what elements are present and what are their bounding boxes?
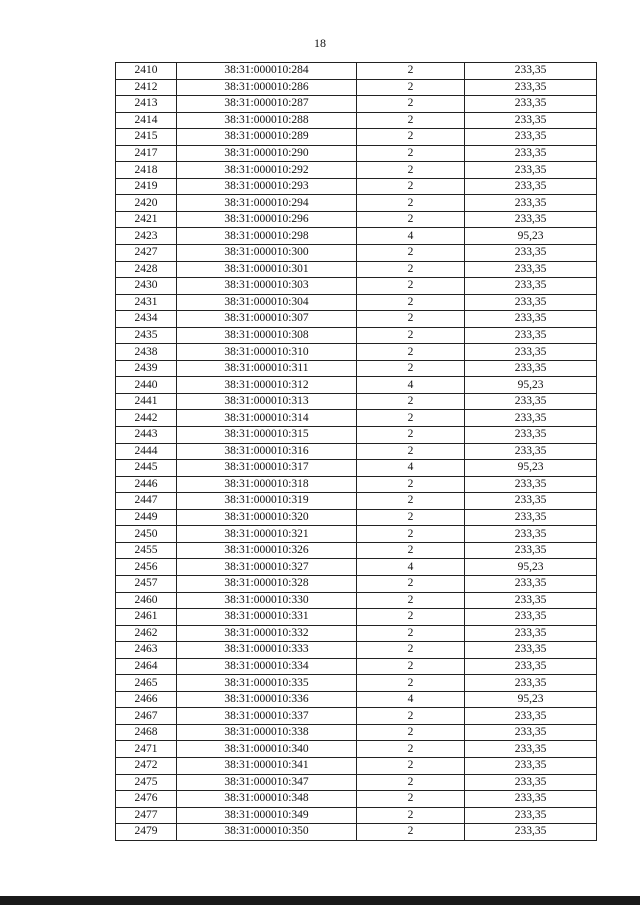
quantity-cell: 2 [357, 327, 465, 344]
cadastral-number-cell: 38:31:000010:286 [177, 79, 357, 96]
cadastral-number-cell: 38:31:000010:287 [177, 96, 357, 113]
value-cell: 233,35 [465, 642, 597, 659]
quantity-cell: 2 [357, 294, 465, 311]
row-number-cell: 2476 [116, 791, 177, 808]
value-cell: 233,35 [465, 791, 597, 808]
value-cell: 233,35 [465, 145, 597, 162]
quantity-cell: 2 [357, 410, 465, 427]
row-number-cell: 2428 [116, 261, 177, 278]
table-row [116, 112, 597, 129]
row-number-cell: 2439 [116, 360, 177, 377]
cadastral-number-cell: 38:31:000010:333 [177, 642, 357, 659]
value-cell: 233,35 [465, 824, 597, 841]
row-number-cell: 2456 [116, 559, 177, 576]
quantity-cell: 2 [357, 757, 465, 774]
table-row [116, 228, 597, 245]
row-number-cell: 2450 [116, 526, 177, 543]
value-cell: 233,35 [465, 741, 597, 758]
value-cell: 233,35 [465, 245, 597, 262]
cadastral-number-cell: 38:31:000010:321 [177, 526, 357, 543]
quantity-cell: 2 [357, 675, 465, 692]
table-row [116, 509, 597, 526]
value-cell: 233,35 [465, 476, 597, 493]
cadastral-number-cell: 38:31:000010:316 [177, 443, 357, 460]
table-row [116, 377, 597, 394]
quantity-cell: 2 [357, 145, 465, 162]
cadastral-number-cell: 38:31:000010:292 [177, 162, 357, 179]
table-row [116, 344, 597, 361]
quantity-cell: 2 [357, 658, 465, 675]
row-number-cell: 2442 [116, 410, 177, 427]
quantity-cell: 2 [357, 278, 465, 295]
cadastral-number-cell: 38:31:000010:307 [177, 311, 357, 328]
value-cell: 233,35 [465, 724, 597, 741]
row-number-cell: 2410 [116, 63, 177, 80]
table-row [116, 162, 597, 179]
table-row [116, 691, 597, 708]
table-row [116, 79, 597, 96]
table-row [116, 195, 597, 212]
value-cell: 233,35 [465, 807, 597, 824]
quantity-cell: 2 [357, 96, 465, 113]
page-number: 18 [314, 36, 326, 50]
value-cell: 233,35 [465, 112, 597, 129]
cadastral-number-cell: 38:31:000010:294 [177, 195, 357, 212]
cadastral-number-cell: 38:31:000010:313 [177, 393, 357, 410]
quantity-cell: 2 [357, 526, 465, 543]
table-row [116, 427, 597, 444]
cadastral-number-cell: 38:31:000010:327 [177, 559, 357, 576]
quantity-cell: 4 [357, 377, 465, 394]
row-number-cell: 2462 [116, 625, 177, 642]
value-cell: 233,35 [465, 493, 597, 510]
value-cell: 233,35 [465, 162, 597, 179]
row-number-cell: 2460 [116, 592, 177, 609]
cadastral-number-cell: 38:31:000010:347 [177, 774, 357, 791]
table-row [116, 278, 597, 295]
value-cell: 233,35 [465, 195, 597, 212]
row-number-cell: 2427 [116, 245, 177, 262]
value-cell: 233,35 [465, 774, 597, 791]
table-row [116, 178, 597, 195]
quantity-cell: 2 [357, 443, 465, 460]
cadastral-number-cell: 38:31:000010:317 [177, 460, 357, 477]
quantity-cell: 2 [357, 211, 465, 228]
row-number-cell: 2443 [116, 427, 177, 444]
value-cell: 233,35 [465, 427, 597, 444]
table-row [116, 96, 597, 113]
value-cell: 233,35 [465, 327, 597, 344]
table-row [116, 675, 597, 692]
row-number-cell: 2463 [116, 642, 177, 659]
row-number-cell: 2441 [116, 393, 177, 410]
quantity-cell: 2 [357, 344, 465, 361]
table-row [116, 443, 597, 460]
row-number-cell: 2479 [116, 824, 177, 841]
value-cell: 233,35 [465, 344, 597, 361]
row-number-cell: 2444 [116, 443, 177, 460]
value-cell: 233,35 [465, 79, 597, 96]
table-row [116, 575, 597, 592]
row-number-cell: 2435 [116, 327, 177, 344]
quantity-cell: 4 [357, 228, 465, 245]
cadastral-number-cell: 38:31:000010:318 [177, 476, 357, 493]
value-cell: 233,35 [465, 129, 597, 146]
table-row [116, 757, 597, 774]
value-cell: 233,35 [465, 609, 597, 626]
quantity-cell: 2 [357, 741, 465, 758]
value-cell: 233,35 [465, 658, 597, 675]
quantity-cell: 4 [357, 460, 465, 477]
row-number-cell: 2438 [116, 344, 177, 361]
row-number-cell: 2465 [116, 675, 177, 692]
quantity-cell: 2 [357, 824, 465, 841]
quantity-cell: 2 [357, 261, 465, 278]
quantity-cell: 2 [357, 791, 465, 808]
cadastral-number-cell: 38:31:000010:298 [177, 228, 357, 245]
cadastral-number-cell: 38:31:000010:288 [177, 112, 357, 129]
table-row [116, 493, 597, 510]
quantity-cell: 2 [357, 129, 465, 146]
row-number-cell: 2431 [116, 294, 177, 311]
table-row [116, 774, 597, 791]
table-row [116, 642, 597, 659]
table-row [116, 609, 597, 626]
table-row [116, 327, 597, 344]
quantity-cell: 2 [357, 360, 465, 377]
row-number-cell: 2468 [116, 724, 177, 741]
row-number-cell: 2415 [116, 129, 177, 146]
row-number-cell: 2455 [116, 542, 177, 559]
value-cell: 233,35 [465, 178, 597, 195]
value-cell: 233,35 [465, 509, 597, 526]
quantity-cell: 2 [357, 63, 465, 80]
quantity-cell: 2 [357, 509, 465, 526]
table-row [116, 625, 597, 642]
table-row [116, 460, 597, 477]
scan-edge-bar [0, 896, 640, 905]
value-cell: 233,35 [465, 211, 597, 228]
cadastral-number-cell: 38:31:000010:350 [177, 824, 357, 841]
value-cell: 233,35 [465, 625, 597, 642]
row-number-cell: 2413 [116, 96, 177, 113]
cadastral-number-cell: 38:31:000010:335 [177, 675, 357, 692]
value-cell: 95,23 [465, 377, 597, 394]
cadastral-number-cell: 38:31:000010:326 [177, 542, 357, 559]
cadastral-number-cell: 38:31:000010:310 [177, 344, 357, 361]
value-cell: 233,35 [465, 96, 597, 113]
row-number-cell: 2412 [116, 79, 177, 96]
cadastral-number-cell: 38:31:000010:336 [177, 691, 357, 708]
table-row [116, 311, 597, 328]
value-cell: 233,35 [465, 410, 597, 427]
row-number-cell: 2446 [116, 476, 177, 493]
row-number-cell: 2457 [116, 575, 177, 592]
quantity-cell: 4 [357, 559, 465, 576]
table-row [116, 824, 597, 841]
value-cell: 233,35 [465, 675, 597, 692]
quantity-cell: 2 [357, 311, 465, 328]
row-number-cell: 2414 [116, 112, 177, 129]
table-row [116, 807, 597, 824]
row-number-cell: 2472 [116, 757, 177, 774]
value-cell: 233,35 [465, 542, 597, 559]
table-row [116, 542, 597, 559]
cadastral-number-cell: 38:31:000010:341 [177, 757, 357, 774]
value-cell: 233,35 [465, 708, 597, 725]
row-number-cell: 2430 [116, 278, 177, 295]
row-number-cell: 2423 [116, 228, 177, 245]
row-number-cell: 2440 [116, 377, 177, 394]
cadastral-number-cell: 38:31:000010:301 [177, 261, 357, 278]
table-row [116, 145, 597, 162]
cadastral-number-cell: 38:31:000010:348 [177, 791, 357, 808]
row-number-cell: 2475 [116, 774, 177, 791]
value-cell: 233,35 [465, 294, 597, 311]
cadastral-number-cell: 38:31:000010:304 [177, 294, 357, 311]
value-cell: 233,35 [465, 311, 597, 328]
cadastral-number-cell: 38:31:000010:332 [177, 625, 357, 642]
cadastral-number-cell: 38:31:000010:293 [177, 178, 357, 195]
value-cell: 233,35 [465, 261, 597, 278]
cadastral-number-cell: 38:31:000010:300 [177, 245, 357, 262]
table-row [116, 791, 597, 808]
table-row [116, 708, 597, 725]
table-row [116, 393, 597, 410]
table-row [116, 741, 597, 758]
value-cell: 95,23 [465, 228, 597, 245]
table-row [116, 63, 597, 80]
quantity-cell: 4 [357, 691, 465, 708]
row-number-cell: 2449 [116, 509, 177, 526]
cadastral-number-cell: 38:31:000010:284 [177, 63, 357, 80]
table-row [116, 129, 597, 146]
quantity-cell: 2 [357, 575, 465, 592]
cadastral-number-cell: 38:31:000010:330 [177, 592, 357, 609]
cadastral-number-cell: 38:31:000010:308 [177, 327, 357, 344]
row-number-cell: 2477 [116, 807, 177, 824]
table-row [116, 245, 597, 262]
value-cell: 233,35 [465, 63, 597, 80]
table-row [116, 476, 597, 493]
value-cell: 95,23 [465, 559, 597, 576]
cadastral-number-cell: 38:31:000010:334 [177, 658, 357, 675]
row-number-cell: 2445 [116, 460, 177, 477]
value-cell: 95,23 [465, 460, 597, 477]
table-row [116, 294, 597, 311]
quantity-cell: 2 [357, 609, 465, 626]
row-number-cell: 2471 [116, 741, 177, 758]
quantity-cell: 2 [357, 642, 465, 659]
cadastral-number-cell: 38:31:000010:340 [177, 741, 357, 758]
row-number-cell: 2419 [116, 178, 177, 195]
table-row [116, 658, 597, 675]
data-table [115, 62, 597, 841]
row-number-cell: 2466 [116, 691, 177, 708]
cadastral-number-cell: 38:31:000010:296 [177, 211, 357, 228]
row-number-cell: 2464 [116, 658, 177, 675]
value-cell: 233,35 [465, 592, 597, 609]
cadastral-number-cell: 38:31:000010:290 [177, 145, 357, 162]
row-number-cell: 2417 [116, 145, 177, 162]
table-row [116, 559, 597, 576]
value-cell: 233,35 [465, 575, 597, 592]
cadastral-number-cell: 38:31:000010:338 [177, 724, 357, 741]
cadastral-number-cell: 38:31:000010:320 [177, 509, 357, 526]
table-row [116, 261, 597, 278]
table-row [116, 410, 597, 427]
table-row [116, 211, 597, 228]
cadastral-number-cell: 38:31:000010:337 [177, 708, 357, 725]
quantity-cell: 2 [357, 807, 465, 824]
table-row [116, 724, 597, 741]
quantity-cell: 2 [357, 774, 465, 791]
cadastral-number-cell: 38:31:000010:312 [177, 377, 357, 394]
quantity-cell: 2 [357, 245, 465, 262]
value-cell: 233,35 [465, 443, 597, 460]
cadastral-number-cell: 38:31:000010:315 [177, 427, 357, 444]
cadastral-number-cell: 38:31:000010:289 [177, 129, 357, 146]
quantity-cell: 2 [357, 708, 465, 725]
row-number-cell: 2434 [116, 311, 177, 328]
row-number-cell: 2418 [116, 162, 177, 179]
quantity-cell: 2 [357, 476, 465, 493]
cadastral-number-cell: 38:31:000010:311 [177, 360, 357, 377]
value-cell: 233,35 [465, 757, 597, 774]
quantity-cell: 2 [357, 162, 465, 179]
quantity-cell: 2 [357, 625, 465, 642]
table-row [116, 592, 597, 609]
value-cell: 233,35 [465, 278, 597, 295]
table-body [116, 63, 597, 841]
value-cell: 233,35 [465, 360, 597, 377]
quantity-cell: 2 [357, 542, 465, 559]
cadastral-number-cell: 38:31:000010:319 [177, 493, 357, 510]
quantity-cell: 2 [357, 493, 465, 510]
row-number-cell: 2447 [116, 493, 177, 510]
cadastral-number-cell: 38:31:000010:303 [177, 278, 357, 295]
table-row [116, 526, 597, 543]
quantity-cell: 2 [357, 178, 465, 195]
quantity-cell: 2 [357, 79, 465, 96]
row-number-cell: 2420 [116, 195, 177, 212]
row-number-cell: 2467 [116, 708, 177, 725]
value-cell: 233,35 [465, 526, 597, 543]
quantity-cell: 2 [357, 724, 465, 741]
row-number-cell: 2421 [116, 211, 177, 228]
row-number-cell: 2461 [116, 609, 177, 626]
value-cell: 95,23 [465, 691, 597, 708]
cadastral-number-cell: 38:31:000010:349 [177, 807, 357, 824]
cadastral-number-cell: 38:31:000010:331 [177, 609, 357, 626]
quantity-cell: 2 [357, 393, 465, 410]
value-cell: 233,35 [465, 393, 597, 410]
cadastral-number-cell: 38:31:000010:314 [177, 410, 357, 427]
table-row [116, 360, 597, 377]
quantity-cell: 2 [357, 592, 465, 609]
quantity-cell: 2 [357, 112, 465, 129]
quantity-cell: 2 [357, 195, 465, 212]
quantity-cell: 2 [357, 427, 465, 444]
cadastral-number-cell: 38:31:000010:328 [177, 575, 357, 592]
